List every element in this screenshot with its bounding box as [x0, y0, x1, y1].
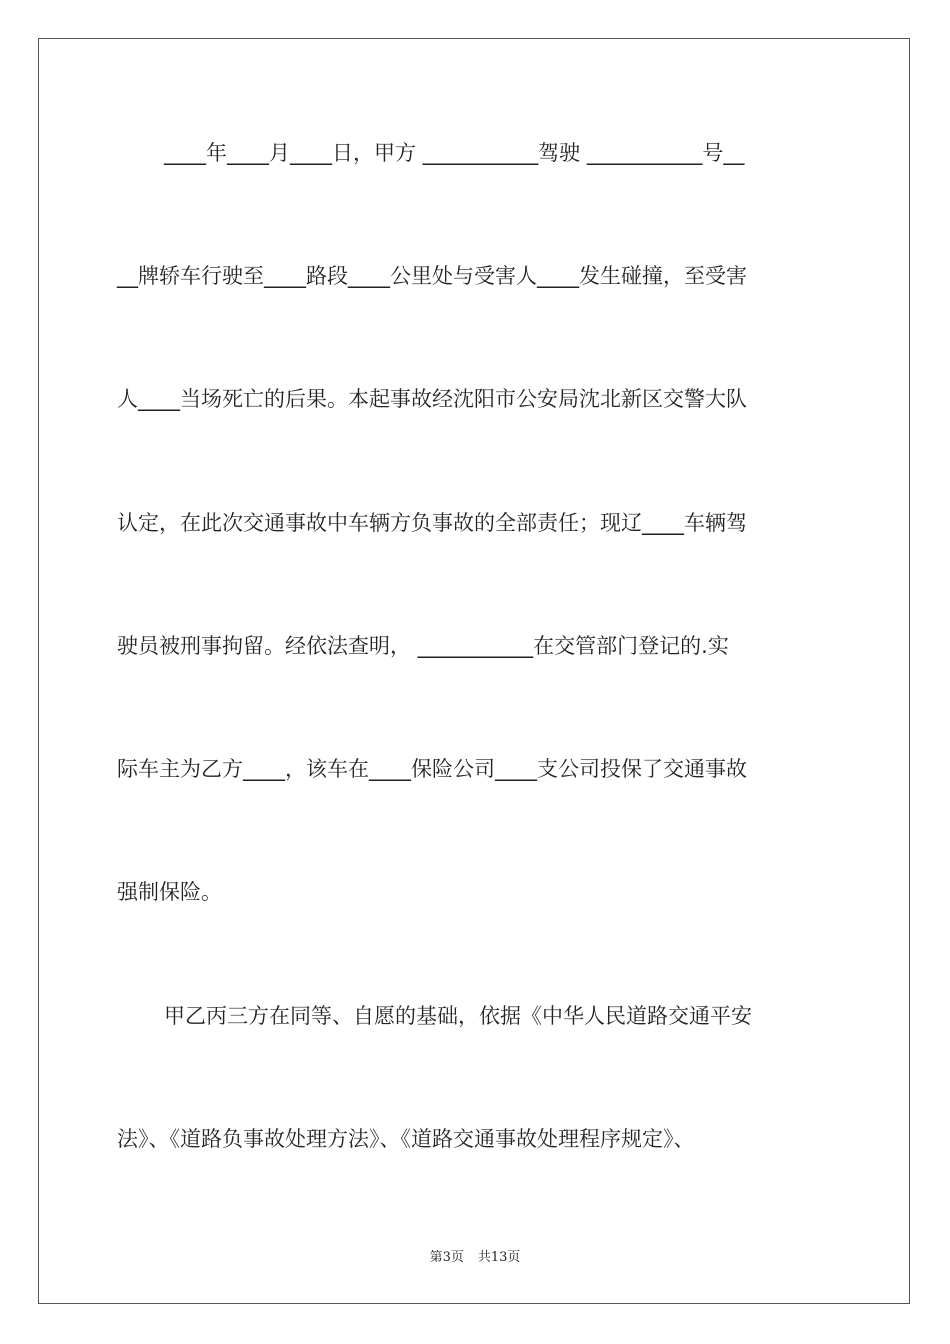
- page-footer: [0, 1246, 950, 1265]
- paragraph-line-8: 甲乙丙三方在同等、自愿的基础，依据《中华人民道路交通平安: [164, 1004, 752, 1028]
- paragraph-line-7: 强制保险。: [117, 880, 222, 904]
- paragraph-line-2: __牌轿车行驶至____路段____公里处与受害人____发生碰撞，至受害: [117, 264, 747, 288]
- paragraph-line-6: 际车主为乙方____，该车在____保险公司____支公司投保了交通事故: [117, 757, 747, 781]
- paragraph-line-4: 认定，在此次交通事故中车辆方负事故的全部责任；现辽____车辆驾: [117, 511, 747, 535]
- paragraph-line-5: 驶员被刑事拘留。经依法查明， ___________在交管部门登记的.实: [117, 634, 729, 658]
- paragraph-line-3: 人____当场死亡的后果。本起事故经沈阳市公安局沈北新区交警大队: [117, 387, 747, 411]
- page-total: 共13页: [477, 1250, 521, 1265]
- paragraph-line-9: 法》、《道路负事故处理方法》、《道路交通事故处理程序规定》、: [117, 1127, 695, 1151]
- page-border: [38, 38, 910, 1304]
- page-number: 第3页: [429, 1250, 464, 1265]
- paragraph-line-1: ____年____月____日，甲方 ___________驾驶 ___________号__: [164, 141, 745, 165]
